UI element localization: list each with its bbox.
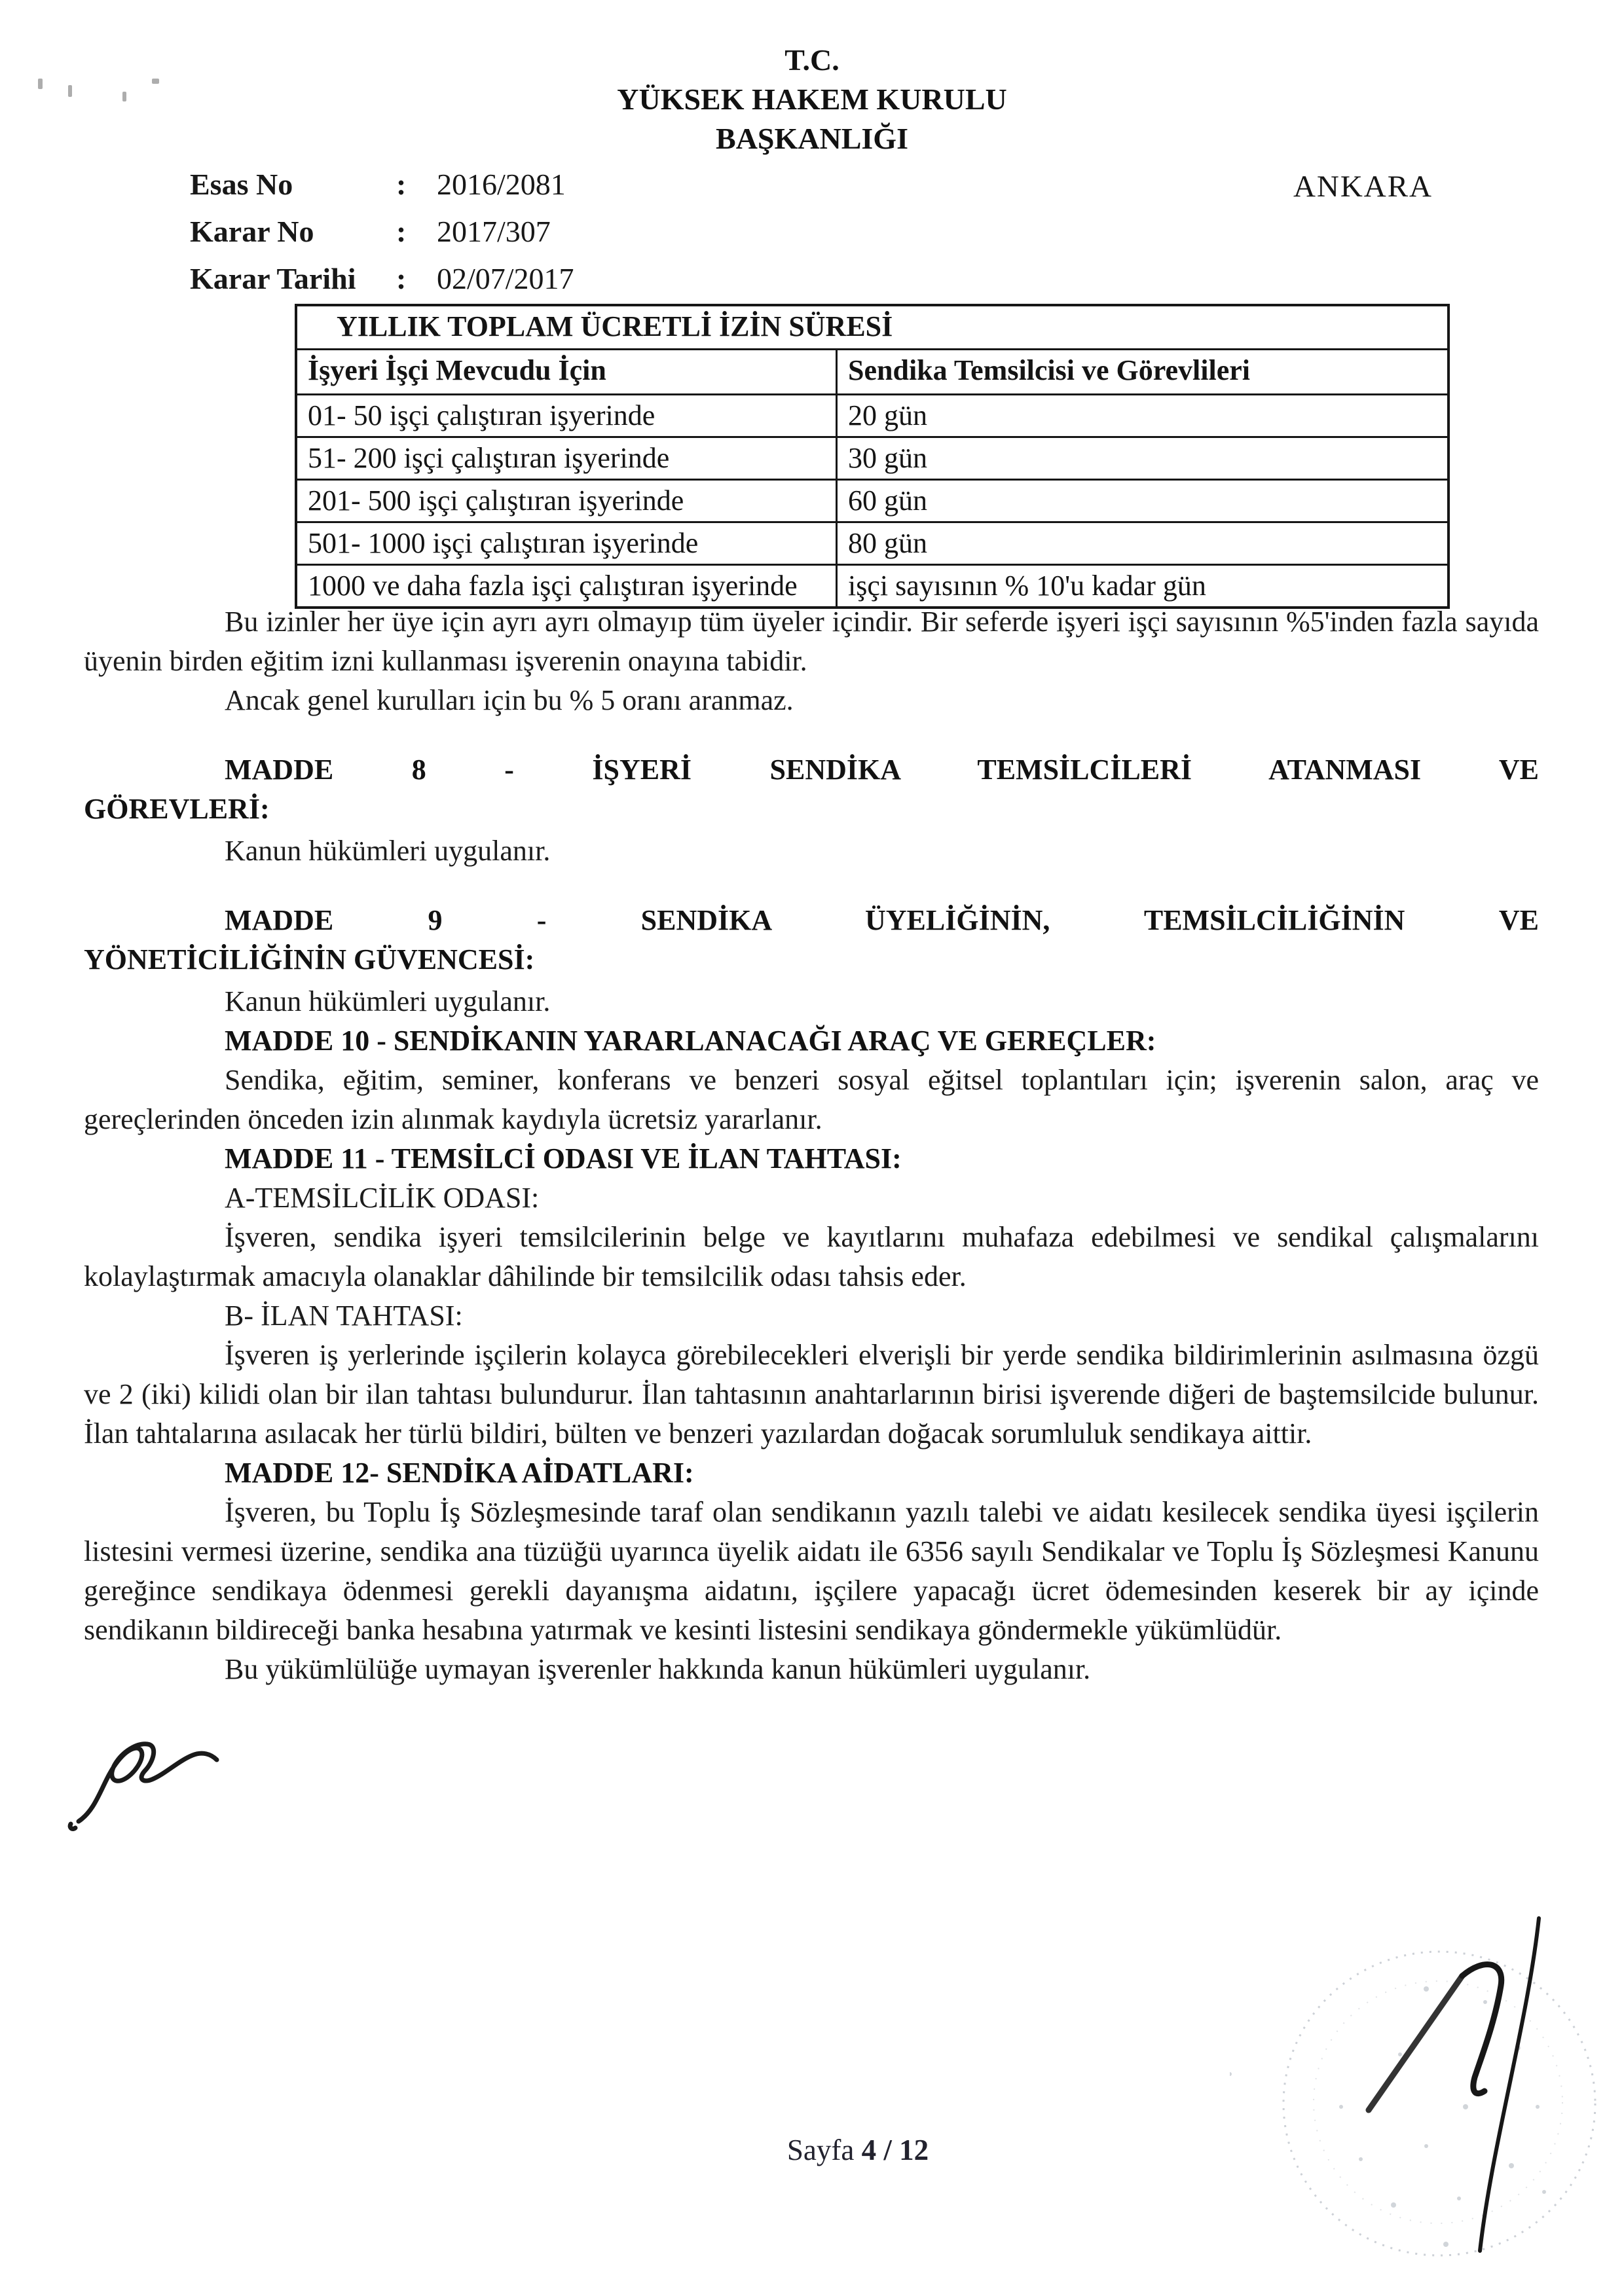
table-header-row (296, 350, 1449, 395)
meta-row-karar-no (190, 208, 574, 255)
stamp-speckles (1230, 1986, 1546, 2247)
madde-8-heading-line1: MADDE 8 - İŞYERİ SENDİKA TEMSİLCİLERİ ATANMASI VE (225, 754, 1539, 786)
institution-name: YÜKSEK HAKEM KURULU (617, 82, 1007, 116)
page-number (787, 2133, 929, 2167)
republic-abbrev: T.C. (784, 43, 840, 77)
leave-days-cell: 80 gün (837, 522, 1449, 565)
workforce-range-cell: 501- 1000 işçi çalıştıran işyerinde (296, 522, 837, 565)
column-header-workforce: İşyeri İşçi Mevcudu İçin (296, 350, 837, 395)
table-row (296, 395, 1449, 437)
madde-9-heading (84, 901, 1539, 979)
madde-11-paragraph-a: İşveren, sendika işyeri temsilcilerinin belge ve kayıtlarını muhafaza edebilmesi ve sendikal çalışmalarını kolaylaştırmak amacıyla olanaklar dâhilinde bir temsilcilik odası tahsis eder. (84, 1221, 1539, 1292)
meta-colon: : (396, 168, 407, 201)
madde-8-heading-line2: GÖREVLERİ: (84, 793, 270, 825)
madde-10-heading: MADDE 10 - SENDİKANIN YARARLANACAĞI ARAÇ VE GEREÇLER: (225, 1025, 1156, 1057)
table-row (296, 480, 1449, 522)
meta-label: Esas No (190, 168, 293, 201)
table-row (296, 437, 1449, 480)
workforce-range-cell: 01- 50 işçi çalıştıran işyerinde (296, 395, 837, 437)
city-label: ANKARA (1293, 170, 1433, 204)
meta-row-esas-no (190, 161, 574, 208)
meta-label: Karar Tarihi (190, 262, 356, 295)
meta-value: 2017/307 (437, 215, 551, 248)
madde-12-closing: Bu yükümlülüğe uymayan işverenler hakkında kanun hükümleri uygulanır. (225, 1653, 1091, 1685)
leave-days-cell: 20 gün (837, 395, 1449, 437)
meta-colon: : (396, 262, 407, 295)
meta-colon: : (396, 215, 407, 248)
table-title-row (296, 305, 1449, 350)
case-meta (190, 161, 574, 302)
madde-12-heading: MADDE 12- SENDİKA AİDATLARI: (225, 1457, 694, 1489)
madde-9-heading-line1: MADDE 9 - SENDİKA ÜYELİĞİNİN, TEMSİLCİLİĞİNİN VE (225, 904, 1539, 936)
workforce-range-cell: 51- 200 işçi çalıştıran işyerinde (296, 437, 837, 480)
signature-stroke (1369, 1918, 1539, 2251)
madde-9-heading-line2: YÖNETİCİLİĞİNİN GÜVENCESİ: (84, 943, 535, 975)
madde-8-body: Kanun hükümleri uygulanır. (225, 835, 551, 867)
table-row (296, 522, 1449, 565)
paragraph-ancak: Ancak genel kurulları için bu % 5 oranı aranmaz. (225, 684, 794, 716)
madde-11-paragraph-b: İşveren iş yerlerinde işçilerin kolayca görebilecekleri elverişli bir yerde sendika bildirimlerinin asılmasına özgü ve 2 (iki) kilidi olan bir ilan tahtası bulundurur. İlan tahtasının anahtarlarının birisi işverende diğeri de baştemsilcide bulunur. İlan tahtalarına asılacak her türlü bildiri, bülten ve benzeri yazılardan doğacak sorumluluk sendikaya aittir. (84, 1339, 1539, 1449)
meta-value: 2016/2081 (437, 168, 566, 201)
page-number-label: Sayfa (786, 2134, 855, 2166)
handwritten-paraph (60, 1663, 250, 1846)
madde-11-heading: MADDE 11 - TEMSİLCİ ODASI VE İLAN TAHTASI: (225, 1142, 902, 1175)
leave-days-cell: işçi sayısının % 10'u kadar gün (837, 565, 1449, 608)
madde-11-subheading-a: A-TEMSİLCİLİK ODASI: (225, 1182, 540, 1214)
institution-office: BAŞKANLIĞI (716, 122, 908, 155)
madde-9-body: Kanun hükümleri uygulanır. (225, 985, 551, 1017)
meta-value: 02/07/2017 (437, 262, 574, 295)
page-number-value: 4 / 12 (861, 2134, 929, 2166)
workforce-range-cell: 1000 ve daha fazla işçi çalıştıran işyerinde (296, 565, 837, 608)
madde-12-paragraph: İşveren, bu Toplu İş Sözleşmesinde taraf olan sendikanın yazılı talebi ve aidatı kesilecek sendika üyesi işçilerin listesini vermesi üzerine, sendika ana tüzüğü uyarınca üyelik aidatı ile 6356 sayılı Sendikalar ve Toplu İş Sözleşmesi Kanunu gereğince sendikaya ödenmesi gerekli dayanışma aidatını, işçilere yapacağı ücret ödemesinden keserek bir ay içinde sendikanın bildireceği banka hesabına yatırmak ve kesinti listesini sendikaya göndermekle yükümlüdür. (84, 1496, 1539, 1646)
madde-10-body: Sendika, eğitim, seminer, konferans ve benzeri sosyal eğitsel toplantıları için; işverenin salon, araç ve gereçlerinden önceden izin alınmak kaydıyla ücretsiz yararlanır. (84, 1064, 1539, 1135)
table-title: YILLIK TOPLAM ÜCRETLİ İZİN SÜRESİ (296, 305, 1449, 350)
document-body (84, 602, 1539, 1689)
table-row (296, 565, 1449, 608)
madde-8-heading (84, 750, 1539, 829)
meta-label: Karar No (190, 215, 314, 248)
leave-days-cell: 60 gün (837, 480, 1449, 522)
meta-row-karar-tarihi (190, 255, 574, 302)
workforce-range-cell: 201- 500 işçi çalıştıran işyerinde (296, 480, 837, 522)
column-header-representatives: Sendika Temsilcisi ve Görevlileri (837, 350, 1449, 395)
round-stamp (1230, 1910, 1610, 2277)
leave-days-cell: 30 gün (837, 437, 1449, 480)
madde-11-subheading-b: B- İLAN TAHTASI: (225, 1300, 463, 1332)
paragraph-izinler: Bu izinler her üye için ayrı ayrı olmayıp tüm üyeler içindir. Bir seferde işyeri işçi sayısının %5'inden fazla sayıda üyenin birden eğitim izni kullanması işverenin onayına tabidir. (84, 606, 1539, 677)
leave-duration-table (295, 304, 1450, 609)
letterhead (0, 41, 1624, 158)
